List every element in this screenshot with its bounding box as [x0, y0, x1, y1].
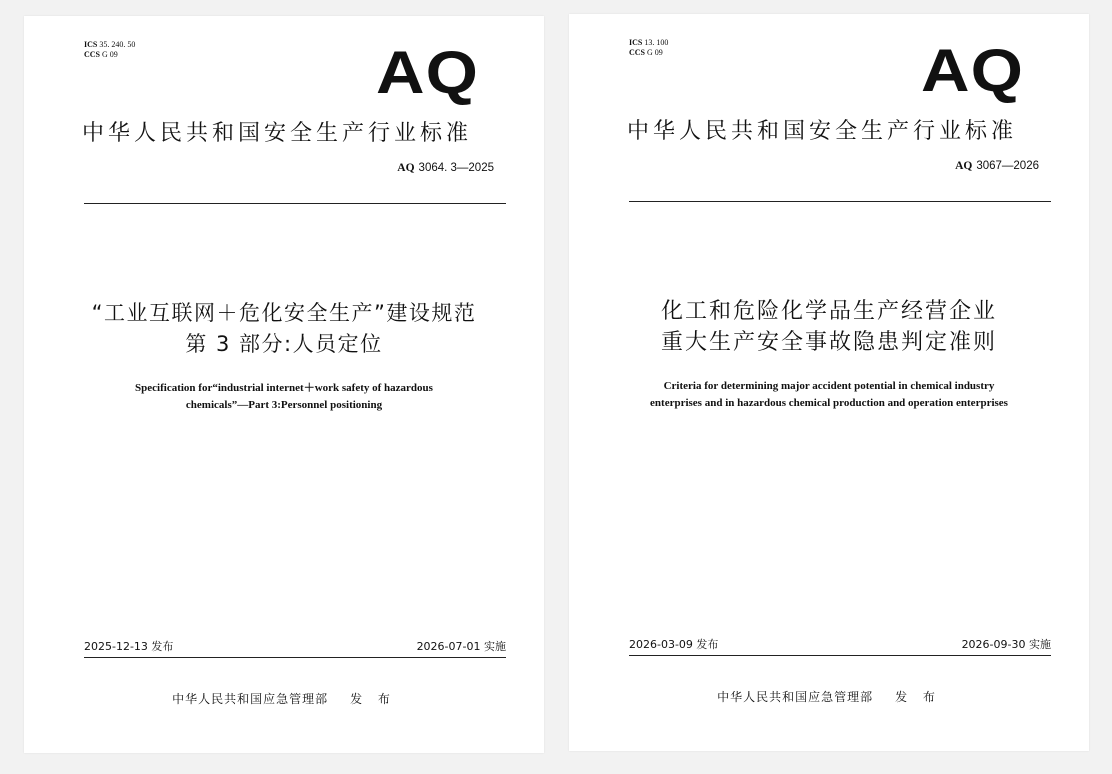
title-zh-line: 重大生产安全事故隐患判定准则	[660, 330, 997, 355]
date-row	[629, 636, 1051, 656]
standard-cover-page	[24, 16, 544, 753]
document-title-zh	[44, 298, 524, 360]
ccs-label: CCS	[629, 48, 646, 57]
publish-label: 发 布	[350, 692, 396, 706]
header-divider	[629, 201, 1051, 202]
effective-date: 2026-07-01 实施	[416, 640, 506, 653]
standard-code: AQ	[397, 162, 415, 174]
classification-codes	[629, 38, 668, 58]
standard-code: AQ	[955, 160, 973, 172]
aq-logo: AQ	[921, 37, 1025, 104]
ics-label: ICS	[629, 38, 643, 47]
ccs-code: G 09	[102, 50, 118, 59]
title-zh-line: 化工和危险化学品生产经营企业	[660, 299, 997, 324]
ics-code: 13. 100	[644, 38, 669, 47]
title-en-line: chemicals”—Part 3:Personnel positioning	[185, 399, 383, 411]
standard-cover-page	[569, 14, 1089, 751]
ccs-code: G 09	[647, 48, 663, 57]
document-title-en	[599, 378, 1059, 412]
publish-label: 发 布	[895, 690, 941, 704]
title-zh-line: “工业互联网＋危化安全生产”建设规范	[91, 301, 477, 325]
standard-number-value: 3064. 3—2025	[418, 162, 494, 174]
date-row	[84, 638, 506, 658]
document-title-zh	[589, 296, 1069, 358]
effective-date: 2026-09-30 实施	[961, 638, 1051, 651]
ics-code: 35. 240. 50	[99, 40, 136, 49]
title-en-line: Specification for“industrial internet＋work safety of hazardous	[135, 382, 433, 394]
ccs-label: CCS	[84, 50, 101, 59]
standard-category-title: 中华人民共和国安全生产行业标准	[82, 121, 473, 146]
aq-logo: AQ	[376, 39, 480, 106]
issuer-line	[569, 688, 1089, 705]
document-title-en	[54, 380, 514, 414]
issuer-name: 中华人民共和国应急管理部	[172, 692, 329, 706]
issuer-name: 中华人民共和国应急管理部	[717, 690, 874, 704]
issue-date: 2025-12-13 发布	[84, 640, 174, 653]
issuer-line	[24, 690, 544, 707]
standard-number-value: 3067—2026	[976, 160, 1039, 172]
issue-date: 2026-03-09 发布	[629, 638, 719, 651]
standard-number	[397, 162, 494, 174]
title-zh-line: 第 3 部分:人员定位	[185, 332, 383, 356]
title-en-line: enterprises and in hazardous chemical production and operation enterprises	[650, 397, 1008, 409]
title-en-line: Criteria for determining major accident potential in chemical industry	[663, 380, 995, 392]
classification-codes	[84, 40, 135, 60]
standard-number	[955, 160, 1039, 172]
header-divider	[84, 203, 506, 204]
standard-category-title: 中华人民共和国安全生产行业标准	[627, 119, 1018, 144]
ics-label: ICS	[84, 40, 98, 49]
